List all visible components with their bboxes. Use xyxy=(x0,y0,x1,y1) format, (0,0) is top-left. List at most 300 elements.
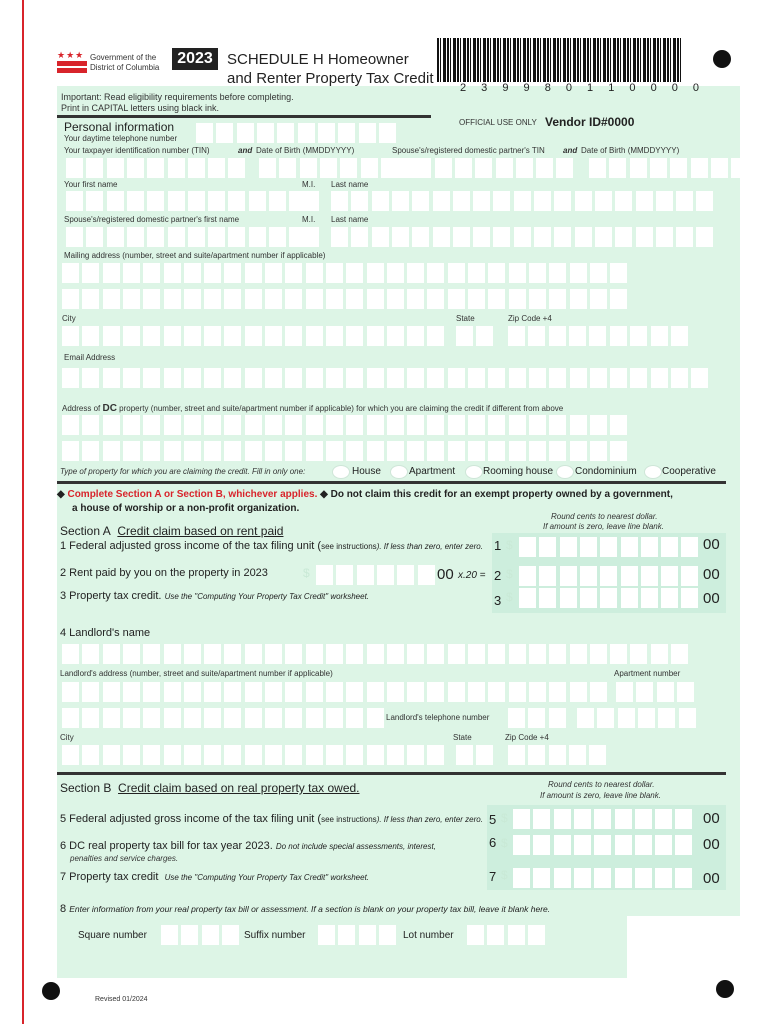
char-box[interactable] xyxy=(549,441,566,461)
char-box[interactable] xyxy=(407,368,424,388)
char-box[interactable] xyxy=(488,289,505,309)
char-box[interactable] xyxy=(168,158,185,178)
char-box[interactable] xyxy=(529,441,546,461)
char-box[interactable] xyxy=(127,191,144,211)
char-box[interactable] xyxy=(412,191,429,211)
char-box[interactable] xyxy=(326,289,343,309)
char-box[interactable] xyxy=(245,441,262,461)
char-box[interactable] xyxy=(66,191,83,211)
char-box[interactable] xyxy=(621,537,638,557)
char-box[interactable] xyxy=(570,289,587,309)
char-box[interactable] xyxy=(519,588,536,608)
char-box[interactable] xyxy=(657,682,674,702)
char-box[interactable] xyxy=(82,326,99,346)
char-box[interactable] xyxy=(615,835,632,855)
char-box[interactable] xyxy=(164,415,181,435)
char-box[interactable] xyxy=(164,326,181,346)
char-box[interactable] xyxy=(529,682,546,702)
radio-condominium[interactable] xyxy=(556,465,574,479)
char-box[interactable] xyxy=(147,191,164,211)
char-box[interactable] xyxy=(346,289,363,309)
char-box[interactable] xyxy=(539,566,556,586)
char-box[interactable] xyxy=(641,588,658,608)
char-box[interactable] xyxy=(285,263,302,283)
char-box[interactable] xyxy=(615,227,632,247)
radio-rooming-house[interactable] xyxy=(465,465,483,479)
char-box[interactable] xyxy=(164,289,181,309)
char-box[interactable] xyxy=(529,289,546,309)
char-box[interactable] xyxy=(435,158,452,178)
char-box[interactable] xyxy=(427,289,444,309)
char-box[interactable] xyxy=(456,326,473,346)
char-box[interactable] xyxy=(367,415,384,435)
char-box[interactable] xyxy=(661,588,678,608)
char-box[interactable] xyxy=(224,326,241,346)
char-box[interactable] xyxy=(164,644,181,664)
char-box[interactable] xyxy=(285,326,302,346)
char-box[interactable] xyxy=(468,368,485,388)
char-box[interactable] xyxy=(62,644,79,664)
char-box[interactable] xyxy=(265,682,282,702)
char-box[interactable] xyxy=(475,158,492,178)
char-box[interactable] xyxy=(529,263,546,283)
char-box[interactable] xyxy=(367,326,384,346)
char-box[interactable] xyxy=(549,682,566,702)
char-box[interactable] xyxy=(103,441,120,461)
char-box[interactable] xyxy=(103,368,120,388)
char-box[interactable] xyxy=(392,191,409,211)
char-box[interactable] xyxy=(346,441,363,461)
char-box[interactable] xyxy=(103,415,120,435)
char-box[interactable] xyxy=(670,158,687,178)
char-box[interactable] xyxy=(245,708,262,728)
char-box[interactable] xyxy=(597,708,614,728)
char-box[interactable] xyxy=(448,644,465,664)
char-box[interactable] xyxy=(184,708,201,728)
char-box[interactable] xyxy=(164,745,181,765)
char-box[interactable] xyxy=(549,263,566,283)
char-box[interactable] xyxy=(509,289,526,309)
char-box[interactable] xyxy=(407,415,424,435)
char-box[interactable] xyxy=(514,227,531,247)
char-box[interactable] xyxy=(488,682,505,702)
char-box[interactable] xyxy=(123,415,140,435)
char-box[interactable] xyxy=(448,415,465,435)
char-box[interactable] xyxy=(298,123,315,143)
char-box[interactable] xyxy=(103,326,120,346)
char-box[interactable] xyxy=(641,537,658,557)
char-box[interactable] xyxy=(245,368,262,388)
char-box[interactable] xyxy=(468,441,485,461)
char-box[interactable] xyxy=(468,682,485,702)
char-box[interactable] xyxy=(184,289,201,309)
char-box[interactable] xyxy=(147,227,164,247)
char-box[interactable] xyxy=(651,644,668,664)
char-box[interactable] xyxy=(318,925,335,945)
char-box[interactable] xyxy=(569,326,586,346)
char-box[interactable] xyxy=(638,708,655,728)
char-box[interactable] xyxy=(188,158,205,178)
char-box[interactable] xyxy=(204,289,221,309)
char-box[interactable] xyxy=(367,368,384,388)
char-box[interactable] xyxy=(245,644,262,664)
char-box[interactable] xyxy=(589,326,606,346)
char-box[interactable] xyxy=(300,158,317,178)
char-box[interactable] xyxy=(621,566,638,586)
char-box[interactable] xyxy=(600,566,617,586)
char-box[interactable] xyxy=(539,588,556,608)
char-box[interactable] xyxy=(123,368,140,388)
char-box[interactable] xyxy=(407,682,424,702)
char-box[interactable] xyxy=(554,191,571,211)
char-box[interactable] xyxy=(529,415,546,435)
char-box[interactable] xyxy=(534,227,551,247)
char-box[interactable] xyxy=(143,368,160,388)
char-box[interactable] xyxy=(412,227,429,247)
char-box[interactable] xyxy=(630,644,647,664)
char-box[interactable] xyxy=(184,682,201,702)
char-box[interactable] xyxy=(387,644,404,664)
char-box[interactable] xyxy=(306,326,323,346)
char-box[interactable] xyxy=(164,682,181,702)
char-box[interactable] xyxy=(346,745,363,765)
char-box[interactable] xyxy=(245,415,262,435)
char-box[interactable] xyxy=(161,925,178,945)
char-box[interactable] xyxy=(651,326,668,346)
char-box[interactable] xyxy=(590,441,607,461)
char-box[interactable] xyxy=(306,745,323,765)
char-box[interactable] xyxy=(658,708,675,728)
char-box[interactable] xyxy=(509,682,526,702)
char-box[interactable] xyxy=(208,191,225,211)
char-box[interactable] xyxy=(82,708,99,728)
char-box[interactable] xyxy=(514,191,531,211)
char-box[interactable] xyxy=(630,158,647,178)
char-box[interactable] xyxy=(357,565,374,585)
char-box[interactable] xyxy=(224,415,241,435)
char-box[interactable] xyxy=(615,868,632,888)
char-box[interactable] xyxy=(468,289,485,309)
char-box[interactable] xyxy=(204,682,221,702)
char-box[interactable] xyxy=(681,566,698,586)
char-box[interactable] xyxy=(326,368,343,388)
char-box[interactable] xyxy=(577,708,594,728)
char-box[interactable] xyxy=(533,868,550,888)
char-box[interactable] xyxy=(651,368,668,388)
char-box[interactable] xyxy=(387,368,404,388)
char-box[interactable] xyxy=(448,289,465,309)
char-box[interactable] xyxy=(249,191,266,211)
char-box[interactable] xyxy=(696,191,713,211)
char-box[interactable] xyxy=(82,682,99,702)
char-box[interactable] xyxy=(265,326,282,346)
char-box[interactable] xyxy=(580,588,597,608)
char-box[interactable] xyxy=(285,682,302,702)
char-box[interactable] xyxy=(590,263,607,283)
char-box[interactable] xyxy=(224,682,241,702)
radio-apartment[interactable] xyxy=(390,465,408,479)
char-box[interactable] xyxy=(590,415,607,435)
char-box[interactable] xyxy=(285,708,302,728)
char-box[interactable] xyxy=(66,158,83,178)
char-box[interactable] xyxy=(610,368,627,388)
char-box[interactable] xyxy=(554,868,571,888)
char-box[interactable] xyxy=(570,682,587,702)
char-box[interactable] xyxy=(245,289,262,309)
char-box[interactable] xyxy=(359,925,376,945)
char-box[interactable] xyxy=(529,644,546,664)
char-box[interactable] xyxy=(575,227,592,247)
char-box[interactable] xyxy=(476,326,493,346)
char-box[interactable] xyxy=(143,415,160,435)
char-box[interactable] xyxy=(508,326,525,346)
char-box[interactable] xyxy=(488,368,505,388)
char-box[interactable] xyxy=(476,745,493,765)
char-box[interactable] xyxy=(528,925,545,945)
char-box[interactable] xyxy=(509,368,526,388)
char-box[interactable] xyxy=(224,289,241,309)
char-box[interactable] xyxy=(103,263,120,283)
char-box[interactable] xyxy=(615,809,632,829)
char-box[interactable] xyxy=(346,368,363,388)
char-box[interactable] xyxy=(326,682,343,702)
char-box[interactable] xyxy=(204,745,221,765)
char-box[interactable] xyxy=(456,745,473,765)
char-box[interactable] xyxy=(351,191,368,211)
char-box[interactable] xyxy=(427,441,444,461)
char-box[interactable] xyxy=(594,809,611,829)
char-box[interactable] xyxy=(265,708,282,728)
char-box[interactable] xyxy=(143,682,160,702)
char-box[interactable] xyxy=(62,682,79,702)
char-box[interactable] xyxy=(249,227,266,247)
char-box[interactable] xyxy=(265,263,282,283)
char-box[interactable] xyxy=(103,682,120,702)
char-box[interactable] xyxy=(600,537,617,557)
char-box[interactable] xyxy=(208,158,225,178)
char-box[interactable] xyxy=(519,566,536,586)
char-box[interactable] xyxy=(711,158,728,178)
char-box[interactable] xyxy=(549,415,566,435)
char-box[interactable] xyxy=(82,289,99,309)
char-box[interactable] xyxy=(367,708,384,728)
char-box[interactable] xyxy=(590,289,607,309)
char-box[interactable] xyxy=(265,745,282,765)
char-box[interactable] xyxy=(679,708,696,728)
char-box[interactable] xyxy=(533,809,550,829)
char-box[interactable] xyxy=(204,708,221,728)
char-box[interactable] xyxy=(655,835,672,855)
char-box[interactable] xyxy=(516,158,533,178)
char-box[interactable] xyxy=(269,191,286,211)
char-box[interactable] xyxy=(302,227,319,247)
char-box[interactable] xyxy=(123,326,140,346)
char-box[interactable] xyxy=(570,263,587,283)
char-box[interactable] xyxy=(245,326,262,346)
char-box[interactable] xyxy=(224,368,241,388)
char-box[interactable] xyxy=(196,123,213,143)
char-box[interactable] xyxy=(610,289,627,309)
char-box[interactable] xyxy=(570,368,587,388)
char-box[interactable] xyxy=(367,644,384,664)
char-box[interactable] xyxy=(468,644,485,664)
char-box[interactable] xyxy=(580,566,597,586)
char-box[interactable] xyxy=(595,191,612,211)
char-box[interactable] xyxy=(224,441,241,461)
char-box[interactable] xyxy=(346,415,363,435)
char-box[interactable] xyxy=(346,263,363,283)
char-box[interactable] xyxy=(123,289,140,309)
char-box[interactable] xyxy=(549,326,566,346)
char-box[interactable] xyxy=(184,441,201,461)
char-box[interactable] xyxy=(346,644,363,664)
char-box[interactable] xyxy=(103,708,120,728)
char-box[interactable] xyxy=(143,441,160,461)
char-box[interactable] xyxy=(82,263,99,283)
char-box[interactable] xyxy=(554,227,571,247)
char-box[interactable] xyxy=(407,441,424,461)
char-box[interactable] xyxy=(448,368,465,388)
char-box[interactable] xyxy=(453,227,470,247)
char-box[interactable] xyxy=(691,368,708,388)
char-box[interactable] xyxy=(671,326,688,346)
char-box[interactable] xyxy=(367,289,384,309)
char-box[interactable] xyxy=(285,745,302,765)
char-box[interactable] xyxy=(346,708,363,728)
char-box[interactable] xyxy=(277,123,294,143)
char-box[interactable] xyxy=(168,191,185,211)
char-box[interactable] xyxy=(635,835,652,855)
char-box[interactable] xyxy=(306,368,323,388)
char-box[interactable] xyxy=(184,745,201,765)
char-box[interactable] xyxy=(204,326,221,346)
char-box[interactable] xyxy=(107,227,124,247)
char-box[interactable] xyxy=(224,263,241,283)
char-box[interactable] xyxy=(107,158,124,178)
char-box[interactable] xyxy=(326,326,343,346)
char-box[interactable] xyxy=(259,158,276,178)
char-box[interactable] xyxy=(661,566,678,586)
char-box[interactable] xyxy=(208,227,225,247)
char-box[interactable] xyxy=(467,925,484,945)
char-box[interactable] xyxy=(453,191,470,211)
char-box[interactable] xyxy=(62,368,79,388)
char-box[interactable] xyxy=(731,158,748,178)
char-box[interactable] xyxy=(279,158,296,178)
char-box[interactable] xyxy=(554,835,571,855)
char-box[interactable] xyxy=(302,191,319,211)
char-box[interactable] xyxy=(237,123,254,143)
char-box[interactable] xyxy=(473,227,490,247)
char-box[interactable] xyxy=(528,326,545,346)
char-box[interactable] xyxy=(306,644,323,664)
char-box[interactable] xyxy=(387,415,404,435)
radio-cooperative[interactable] xyxy=(644,465,662,479)
char-box[interactable] xyxy=(560,537,577,557)
char-box[interactable] xyxy=(513,868,530,888)
char-box[interactable] xyxy=(265,415,282,435)
char-box[interactable] xyxy=(82,644,99,664)
char-box[interactable] xyxy=(62,326,79,346)
char-box[interactable] xyxy=(265,644,282,664)
char-box[interactable] xyxy=(554,809,571,829)
char-box[interactable] xyxy=(306,682,323,702)
char-box[interactable] xyxy=(367,682,384,702)
char-box[interactable] xyxy=(107,191,124,211)
char-box[interactable] xyxy=(569,745,586,765)
char-box[interactable] xyxy=(549,368,566,388)
char-box[interactable] xyxy=(676,227,693,247)
char-box[interactable] xyxy=(509,415,526,435)
char-box[interactable] xyxy=(326,263,343,283)
char-box[interactable] xyxy=(143,263,160,283)
char-box[interactable] xyxy=(392,227,409,247)
char-box[interactable] xyxy=(616,682,633,702)
char-box[interactable] xyxy=(519,537,536,557)
char-box[interactable] xyxy=(675,835,692,855)
char-box[interactable] xyxy=(228,158,245,178)
char-box[interactable] xyxy=(82,745,99,765)
char-box[interactable] xyxy=(103,745,120,765)
char-box[interactable] xyxy=(164,708,181,728)
radio-house[interactable] xyxy=(332,465,350,479)
char-box[interactable] xyxy=(346,682,363,702)
char-box[interactable] xyxy=(570,415,587,435)
char-box[interactable] xyxy=(513,835,530,855)
char-box[interactable] xyxy=(418,565,435,585)
char-box[interactable] xyxy=(655,809,672,829)
char-box[interactable] xyxy=(493,191,510,211)
char-box[interactable] xyxy=(513,809,530,829)
char-box[interactable] xyxy=(539,537,556,557)
char-box[interactable] xyxy=(103,289,120,309)
char-box[interactable] xyxy=(367,441,384,461)
char-box[interactable] xyxy=(216,123,233,143)
char-box[interactable] xyxy=(62,289,79,309)
char-box[interactable] xyxy=(433,227,450,247)
char-box[interactable] xyxy=(427,644,444,664)
char-box[interactable] xyxy=(265,441,282,461)
char-box[interactable] xyxy=(496,158,513,178)
char-box[interactable] xyxy=(387,326,404,346)
char-box[interactable] xyxy=(86,227,103,247)
char-box[interactable] xyxy=(508,708,525,728)
char-box[interactable] xyxy=(615,191,632,211)
char-box[interactable] xyxy=(326,644,343,664)
char-box[interactable] xyxy=(533,835,550,855)
char-box[interactable] xyxy=(269,227,286,247)
char-box[interactable] xyxy=(397,565,414,585)
char-box[interactable] xyxy=(103,644,120,664)
char-box[interactable] xyxy=(86,191,103,211)
char-box[interactable] xyxy=(671,644,688,664)
char-box[interactable] xyxy=(222,925,239,945)
char-box[interactable] xyxy=(407,263,424,283)
char-box[interactable] xyxy=(609,158,626,178)
char-box[interactable] xyxy=(590,368,607,388)
char-box[interactable] xyxy=(387,745,404,765)
char-box[interactable] xyxy=(589,158,606,178)
char-box[interactable] xyxy=(407,644,424,664)
char-box[interactable] xyxy=(414,158,431,178)
char-box[interactable] xyxy=(62,745,79,765)
char-box[interactable] xyxy=(655,868,672,888)
char-box[interactable] xyxy=(594,835,611,855)
char-box[interactable] xyxy=(610,441,627,461)
char-box[interactable] xyxy=(143,708,160,728)
char-box[interactable] xyxy=(387,289,404,309)
char-box[interactable] xyxy=(610,644,627,664)
